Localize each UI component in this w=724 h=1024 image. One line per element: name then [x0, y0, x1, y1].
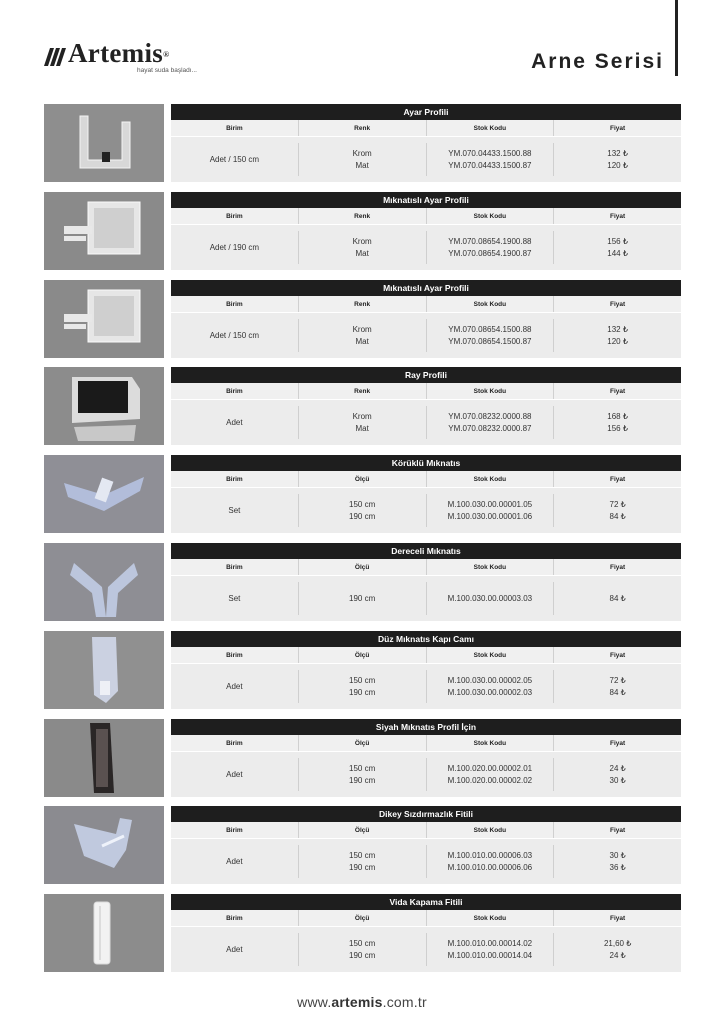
stock-code-cell: [427, 143, 555, 176]
product-image-drawing: [44, 631, 164, 709]
price-value: 84 ₺: [609, 687, 626, 697]
variant-cell: [299, 231, 427, 264]
product-table: [171, 280, 681, 358]
price-value: 132 ₺: [607, 324, 628, 334]
column-header: Birim: [171, 647, 299, 663]
series-title: Arne Serisi: [531, 50, 664, 73]
table-row: [171, 400, 681, 445]
product-title: Düz Mıknatıs Kapı Camı: [171, 631, 681, 647]
price-value: 156 ₺: [607, 423, 628, 433]
unit-cell: [171, 143, 299, 176]
price-value: 30 ₺: [609, 850, 626, 860]
footer-website[interactable]: www.artemis.com.tr: [297, 994, 427, 1010]
column-header: Birim: [171, 208, 299, 224]
brand-logo: [44, 38, 197, 74]
variant-value: 190 cm: [349, 687, 376, 697]
unit-cell: [171, 933, 299, 966]
unit-cell: [171, 670, 299, 703]
price-value: 24 ₺: [609, 950, 626, 960]
column-header: Renk: [299, 296, 427, 312]
unit-cell: [171, 231, 299, 264]
column-header: Stok Kodu: [427, 208, 555, 224]
table-header-row: [171, 735, 681, 752]
stock-code-cell: [427, 845, 555, 878]
price-cell: [554, 143, 681, 176]
stock-code-cell: [427, 582, 555, 615]
column-header: Stok Kodu: [427, 471, 555, 487]
table-row: [171, 752, 681, 797]
variant-value: 150 cm: [349, 938, 376, 948]
product-table: [171, 631, 681, 709]
column-header: Fiyat: [610, 740, 626, 747]
price-cell: [554, 582, 681, 615]
product-table: [171, 104, 681, 182]
product-image-drawing: [44, 280, 164, 358]
column-header: Birim: [171, 559, 299, 575]
product-row: [44, 631, 681, 709]
product-row: [44, 894, 681, 972]
unit-value: Adet: [226, 417, 243, 427]
column-header: Stok Kodu: [427, 383, 555, 399]
unit-value: Adet: [226, 681, 243, 691]
column-header: Fiyat: [610, 476, 626, 483]
product-image: [44, 280, 164, 358]
column-header: Birim: [171, 910, 299, 926]
variant-value: Krom: [352, 324, 372, 334]
product-row: [44, 280, 681, 358]
column-header: Ölçü: [299, 822, 427, 838]
product-image-drawing: [44, 543, 164, 621]
column-header: Birim: [171, 296, 299, 312]
price-value: 144 ₺: [607, 248, 628, 258]
table-header-row: [171, 296, 681, 313]
variant-value: 190 cm: [349, 950, 376, 960]
product-title: Dereceli Mıknatıs: [171, 543, 681, 559]
variant-value: Mat: [355, 248, 369, 258]
column-header: Stok Kodu: [427, 910, 555, 926]
stock-code-cell: [427, 758, 555, 791]
stock-code-cell: [427, 406, 555, 439]
unit-value: Set: [228, 505, 241, 515]
product-title: Mıknatıslı Ayar Profili: [171, 280, 681, 296]
table-row: [171, 488, 681, 533]
product-table: [171, 192, 681, 270]
stock-code-cell: [427, 933, 555, 966]
stock-code: M.100.020.00.00002.01: [447, 763, 533, 773]
column-header: Fiyat: [610, 827, 626, 834]
logo-slashes-icon: [44, 42, 68, 68]
column-header: Stok Kodu: [427, 296, 555, 312]
variant-value: 190 cm: [349, 593, 376, 603]
column-header: Ölçü: [299, 910, 427, 926]
unit-cell: [171, 406, 299, 439]
price-value: 24 ₺: [609, 763, 626, 773]
table-header-row: [171, 910, 681, 927]
price-value: 84 ₺: [609, 511, 626, 521]
stock-code: M.100.010.00.00006.06: [447, 862, 533, 872]
stock-code: YM.070.04433.1500.87: [448, 160, 532, 170]
variant-cell: [299, 319, 427, 352]
column-header: Ölçü: [299, 559, 427, 575]
column-header: Fiyat: [610, 301, 626, 308]
product-title: Ray Profili: [171, 367, 681, 383]
stock-code: M.100.030.00.00002.03: [447, 687, 533, 697]
price-value: 120 ₺: [607, 336, 628, 346]
product-title: Dikey Sızdırmazlık Fitili: [171, 806, 681, 822]
unit-cell: [171, 494, 299, 527]
column-header: Stok Kodu: [427, 120, 555, 136]
product-image: [44, 543, 164, 621]
table-header-row: [171, 208, 681, 225]
column-header: Renk: [299, 383, 427, 399]
unit-cell: [171, 845, 299, 878]
column-header: Ölçü: [299, 735, 427, 751]
variant-value: Mat: [355, 423, 369, 433]
column-header: Birim: [171, 471, 299, 487]
unit-value: Adet / 150 cm: [209, 330, 260, 340]
price-cell: [554, 494, 681, 527]
price-cell: [554, 845, 681, 878]
stock-code: M.100.020.00.00002.02: [447, 775, 533, 785]
table-header-row: [171, 471, 681, 488]
price-cell: [554, 933, 681, 966]
product-image: [44, 104, 164, 182]
product-table: [171, 719, 681, 797]
column-header: Fiyat: [610, 125, 626, 132]
unit-value: Adet: [226, 769, 243, 779]
column-header: Fiyat: [610, 388, 626, 395]
price-value: 72 ₺: [609, 675, 626, 685]
variant-value: Mat: [355, 336, 369, 346]
stock-code: M.100.030.00.00001.06: [447, 511, 533, 521]
stock-code: YM.070.08232.0000.88: [448, 411, 532, 421]
price-cell: [554, 231, 681, 264]
stock-code: YM.070.04433.1500.88: [448, 148, 532, 158]
product-image: [44, 192, 164, 270]
product-image: [44, 806, 164, 884]
column-header: Ölçü: [299, 471, 427, 487]
price-value: 21,60 ₺: [603, 938, 632, 948]
product-image-drawing: [44, 104, 164, 182]
product-row: [44, 104, 681, 182]
table-header-row: [171, 383, 681, 400]
stock-code: M.100.010.00.00014.04: [447, 950, 533, 960]
unit-value: Adet / 190 cm: [209, 242, 260, 252]
column-header: Birim: [171, 383, 299, 399]
stock-code-cell: [427, 231, 555, 264]
variant-value: 190 cm: [349, 862, 376, 872]
variant-cell: [299, 406, 427, 439]
table-row: [171, 664, 681, 709]
column-header: Fiyat: [610, 915, 626, 922]
column-header: Stok Kodu: [427, 559, 555, 575]
table-row: [171, 313, 681, 358]
table-header-row: [171, 120, 681, 137]
stock-code: YM.070.08654.1500.87: [448, 336, 532, 346]
stock-code: YM.070.08654.1500.88: [448, 324, 532, 334]
column-header: Fiyat: [610, 564, 626, 571]
variant-value: 150 cm: [349, 675, 376, 685]
variant-value: 150 cm: [349, 499, 376, 509]
column-header: Fiyat: [610, 652, 626, 659]
variant-value: Mat: [355, 160, 369, 170]
stock-code: YM.070.08654.1900.87: [448, 248, 532, 258]
stock-code-cell: [427, 319, 555, 352]
product-image: [44, 455, 164, 533]
variant-value: Krom: [352, 411, 372, 421]
column-header: Renk: [299, 120, 427, 136]
price-value: 72 ₺: [609, 499, 626, 509]
stock-code: M.100.010.00.00014.02: [447, 938, 533, 948]
table-row: [171, 137, 681, 182]
unit-cell: [171, 582, 299, 615]
unit-value: Adet: [226, 944, 243, 954]
unit-value: Adet / 150 cm: [209, 154, 260, 164]
product-row: [44, 455, 681, 533]
stock-code: M.100.030.00.00001.05: [447, 499, 533, 509]
price-value: 84 ₺: [609, 593, 626, 603]
product-row: [44, 719, 681, 797]
column-header: Fiyat: [610, 213, 626, 220]
price-cell: [554, 758, 681, 791]
price-cell: [554, 406, 681, 439]
product-image-drawing: [44, 192, 164, 270]
variant-cell: [299, 494, 427, 527]
price-value: 30 ₺: [609, 775, 626, 785]
product-table: [171, 894, 681, 972]
price-value: 132 ₺: [607, 148, 628, 158]
variant-value: Krom: [352, 148, 372, 158]
table-row: [171, 576, 681, 621]
variant-cell: [299, 758, 427, 791]
column-header: Birim: [171, 822, 299, 838]
unit-value: Set: [228, 593, 241, 603]
variant-value: 150 cm: [349, 850, 376, 860]
price-value: 120 ₺: [607, 160, 628, 170]
stock-code-cell: [427, 494, 555, 527]
unit-value: Adet: [226, 856, 243, 866]
column-header: Stok Kodu: [427, 735, 555, 751]
product-table: [171, 455, 681, 533]
product-title: Mıknatıslı Ayar Profili: [171, 192, 681, 208]
column-header: Renk: [299, 208, 427, 224]
table-row: [171, 225, 681, 270]
product-table: [171, 367, 681, 445]
stock-code: YM.070.08232.0000.87: [448, 423, 532, 433]
column-header: Stok Kodu: [427, 647, 555, 663]
product-title: Vida Kapama Fitili: [171, 894, 681, 910]
product-table: [171, 806, 681, 884]
variant-cell: [299, 933, 427, 966]
header-divider: [675, 0, 678, 76]
unit-cell: [171, 758, 299, 791]
column-header: Birim: [171, 735, 299, 751]
table-header-row: [171, 647, 681, 664]
unit-cell: [171, 319, 299, 352]
product-row: [44, 367, 681, 445]
product-image-drawing: [44, 894, 164, 972]
variant-value: 190 cm: [349, 775, 376, 785]
brand-name: Artemis®: [68, 38, 170, 68]
product-image: [44, 367, 164, 445]
table-row: [171, 927, 681, 972]
stock-code: M.100.010.00.00006.03: [447, 850, 533, 860]
page-header: [0, 0, 724, 90]
product-row: [44, 806, 681, 884]
product-image-drawing: [44, 367, 164, 445]
product-image-drawing: [44, 806, 164, 884]
price-cell: [554, 319, 681, 352]
product-image-drawing: [44, 719, 164, 797]
product-row: [44, 543, 681, 621]
variant-cell: [299, 143, 427, 176]
column-header: Birim: [171, 120, 299, 136]
price-cell: [554, 670, 681, 703]
product-image-drawing: [44, 455, 164, 533]
product-image: [44, 719, 164, 797]
column-header: Ölçü: [299, 647, 427, 663]
stock-code-cell: [427, 670, 555, 703]
product-row: [44, 192, 681, 270]
product-title: Ayar Profili: [171, 104, 681, 120]
product-title: Siyah Mıknatıs Profil İçin: [171, 719, 681, 735]
variant-cell: [299, 582, 427, 615]
stock-code: M.100.030.00.00003.03: [447, 593, 533, 603]
price-value: 168 ₺: [607, 411, 628, 421]
variant-value: 150 cm: [349, 763, 376, 773]
column-header: Stok Kodu: [427, 822, 555, 838]
brand-tagline: hayat suda başladı...: [137, 67, 197, 74]
product-title: Körüklü Mıknatıs: [171, 455, 681, 471]
variant-cell: [299, 845, 427, 878]
variant-value: 190 cm: [349, 511, 376, 521]
table-header-row: [171, 822, 681, 839]
product-image: [44, 894, 164, 972]
price-value: 156 ₺: [607, 236, 628, 246]
table-row: [171, 839, 681, 884]
variant-value: Krom: [352, 236, 372, 246]
product-table: [171, 543, 681, 621]
price-value: 36 ₺: [609, 862, 626, 872]
table-header-row: [171, 559, 681, 576]
stock-code: M.100.030.00.00002.05: [447, 675, 533, 685]
stock-code: YM.070.08654.1900.88: [448, 236, 532, 246]
variant-cell: [299, 670, 427, 703]
product-image: [44, 631, 164, 709]
